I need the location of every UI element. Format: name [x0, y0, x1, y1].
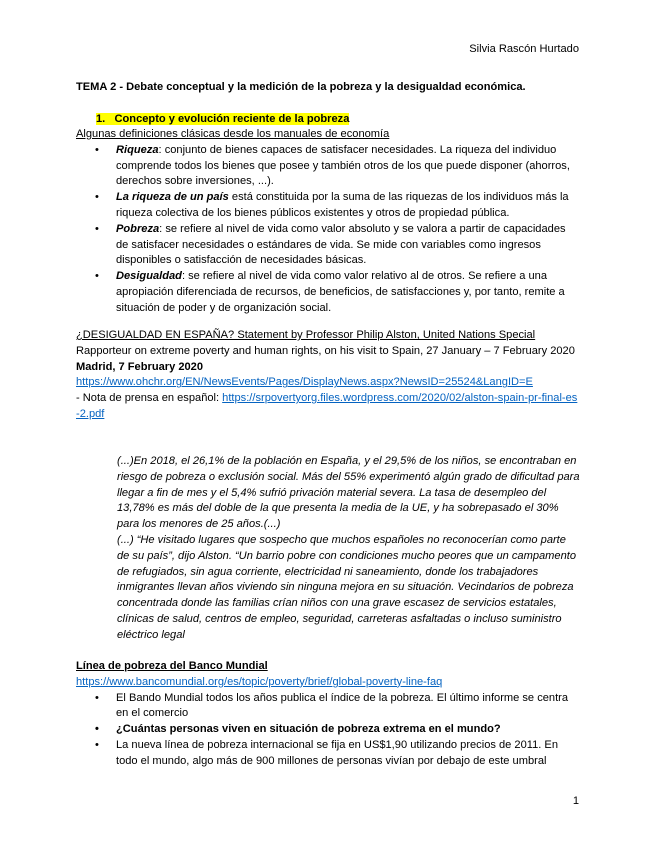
section-heading-highlight — [96, 113, 349, 125]
definition-text: está constituida por la suma de las riquezas de los individuos más la riqueza colectiva de los bienes públicos existentes y otros de propiedad pública. — [116, 191, 569, 219]
definition-term: Pobreza — [116, 222, 160, 235]
definition-item — [76, 190, 580, 222]
alston-block — [76, 328, 580, 423]
worldbank-item: • El Bando Mundial todos los años publica el índice de la pobreza. El último informe se centra en el comercio — [76, 691, 580, 723]
definitions-subheading: Algunas definiciones clásicas desde los manuales de economía — [76, 128, 390, 140]
page-header-author: Silvia Rascón Hurtado — [469, 43, 579, 55]
definition-text: : se refiere al nivel de vida como valor relativo al de otros. Se refiere a una apropiación diferenciada de recursos, de beneficios, de satisfacciones y, por tanto, remite a situación de poder y de organización social. — [116, 270, 565, 314]
quote-paragraph-1: (...)En 2018, el 26,1% de la población en España, y el 29,5% de los niños, se encontraban en riesgo de pobreza o exclusión social. Más del 55% experimentó algún grado de dificultad para llegar a fin de mes y el 5,4% sufrió privación material severa. La tasa de desempleo del 13,78% es más del doble de la que presenta la media de la UE, y ha sobrepasado el 30% para los menores de 25 años.(...) — [117, 455, 580, 531]
ohchr-link[interactable]: https://www.ohchr.org/EN/NewsEvents/Pages/DisplayNews.aspx?NewsID=25524&LangID=E — [76, 376, 533, 389]
quote-block — [117, 454, 580, 644]
worldbank-item: • La nueva línea de pobreza internacional se fija en US$1,90 utilizando precios de 2011. En todo el mundo, algo más de 900 millones de personas vivían por debajo de este umbral — [76, 738, 580, 770]
definition-item — [76, 269, 580, 316]
definitions-list — [76, 143, 580, 317]
page-number: 1 — [572, 795, 579, 808]
section-title: Concepto y evolución reciente de la pobreza — [114, 113, 350, 125]
definition-item — [76, 143, 580, 190]
quote-paragraph-2: (...) “He visitado lugares que sospecho que muchos españoles no reconocerían como parte de su país”, dijo Alston. “Un barrio pobre con condiciones mucho peores que un campamento de refugiados, sin agua corriente, electricidad ni saneamiento, donde los trabajadores inmigrantes llevan años viviendo sin ninguna mejora en su situación. Vecindarios de pobreza concentrada donde las familias crían niños con una grave escasez de servicios estatales, clínicas de salud, centros de empleo, seguridad, carreteras asfaltadas o incluso suministro eléctrico legal — [117, 533, 577, 641]
worldbank-heading: Línea de pobreza del Banco Mundial — [76, 660, 268, 672]
alston-text: Rapporteur on extreme poverty and human rights, on his visit to Spain, 27 January – 7 February 2020 — [76, 344, 575, 357]
worldbank-block — [76, 659, 580, 770]
worldbank-list — [76, 691, 580, 770]
section-heading — [96, 112, 349, 128]
document-title: TEMA 2 - Debate conceptual y la medición de la pobreza y la desigualdad económica. — [76, 81, 526, 93]
definitions-block — [76, 127, 580, 317]
worldbank-item: • ¿Cuántas personas viven en situación de pobreza extrema en el mundo? — [76, 722, 580, 738]
definition-term: Riqueza — [116, 143, 159, 156]
worldbank-link[interactable]: https://www.bancomundial.org/es/topic/poverty/brief/global-poverty-line-faq — [76, 675, 443, 688]
alston-paragraph — [76, 328, 580, 375]
definition-item — [76, 222, 580, 269]
press-release-link[interactable]: https://srpovertyorg.files.wordpress.com/2020/02/alston-spain-pr-final-es-2.pdf — [76, 392, 578, 420]
press-label: - Nota de prensa en español: — [76, 392, 223, 405]
definition-term: La riqueza de un país — [116, 191, 229, 204]
definition-text: : conjunto de bienes capaces de satisfacer necesidades. La riqueza del individuo comprende todos los bienes que posee y también otros de los que puede disponer (ahorros, derechos sobre inversiones, ...). — [116, 143, 570, 188]
definition-text: : se refiere al nivel de vida como valor absoluto y se valora a partir de capacidades de satisfacer necesidades o estándares de vida. Se mide con variables como ingresos disponibles o satisfacción de necesidades básicas. — [116, 222, 566, 267]
alston-date: Madrid, 7 February 2020 — [76, 360, 204, 373]
section-number: 1. — [96, 113, 106, 125]
alston-heading: ¿DESIGUALDAD EN ESPAÑA? Statement by Professor Philip Alston, United Nations Special — [76, 329, 536, 341]
definition-term: Desigualdad — [116, 270, 182, 283]
